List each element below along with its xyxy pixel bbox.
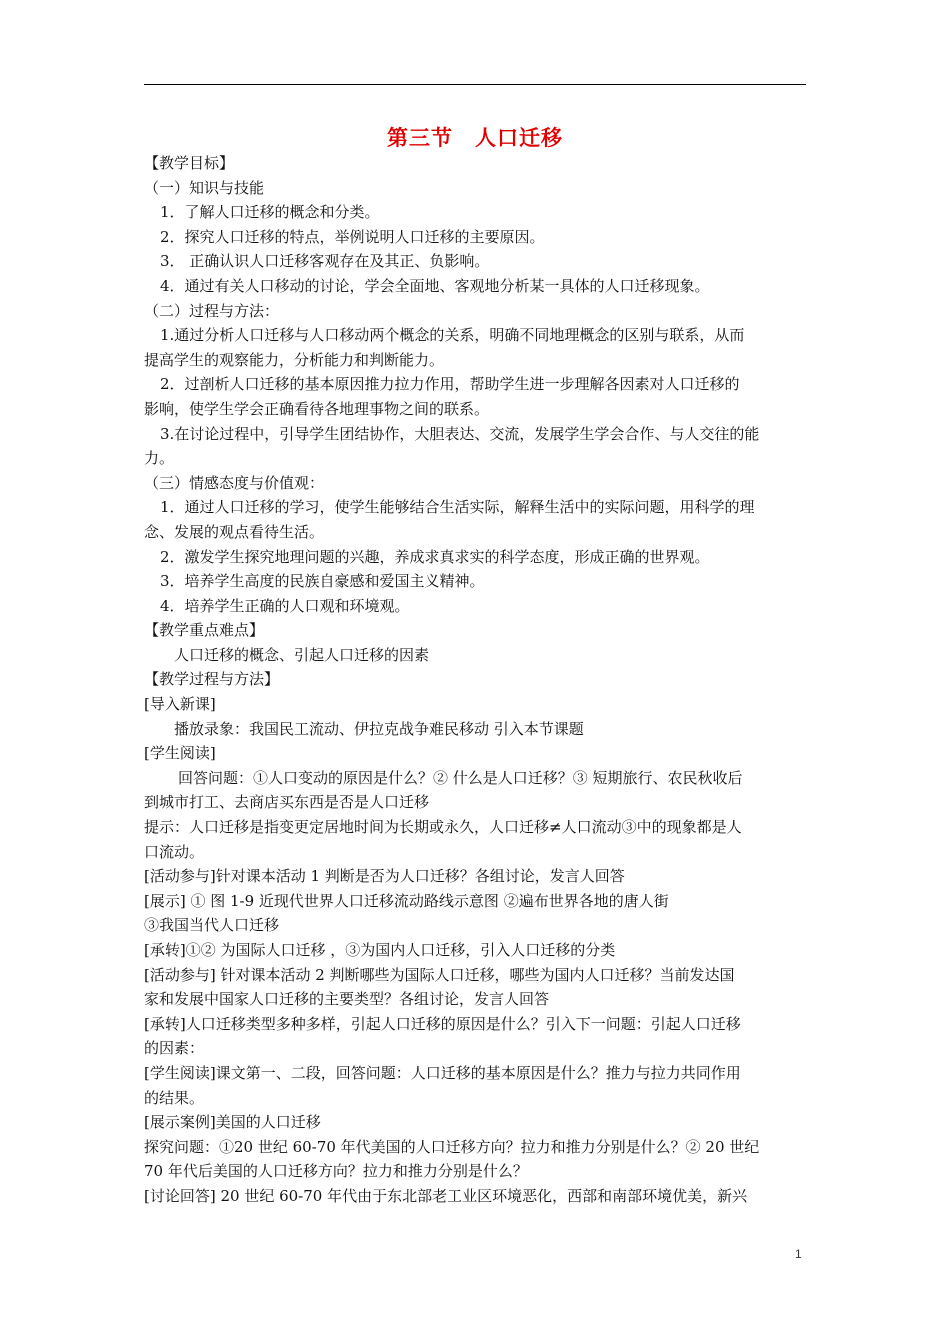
text-line: （二）过程与方法：	[144, 301, 280, 320]
text-line: [承转]人口迁移类型多种多样，引起人口迁移的原因是什么？引入下一问题：引起人口迁移	[144, 1014, 741, 1033]
text-line: [学生阅读]	[144, 744, 216, 763]
text-line: 3.在讨论过程中，引导学生团结协作，大胆表达、交流，发展学生学会合作、与人交往的能	[160, 424, 760, 443]
text-line: 播放录象：我国民工流动、伊拉克战争难民移动 引入本节课题	[174, 719, 584, 738]
text-line: 力。	[144, 449, 175, 468]
text-line: 念、发展的观点看待生活。	[144, 522, 325, 541]
text-line: 【教学目标】	[144, 154, 235, 172]
text-line: [学生阅读]课文第一、二段，回答问题：人口迁移的基本原因是什么？推力与拉力共同作用	[144, 1063, 741, 1082]
text-line: [讨论回答] 20 世纪 60-70 年代由于东北部老工业区环境恶化，西部和南部环境优美，新兴	[144, 1186, 748, 1205]
text-line: 2．激发学生探究地理问题的兴趣，养成求真求实的科学态度，形成正确的世界观。	[160, 547, 710, 566]
page-title	[144, 124, 806, 152]
text-line: ③我国当代人口迁移	[144, 916, 280, 935]
text-line: [承转]①② 为国际人口迁移 ，③为国内人口迁移，引入人口迁移的分类	[144, 941, 616, 959]
text-line: 影响，使学生学会正确看待各地理事物之间的联系。	[144, 399, 490, 418]
text-line: 70 年代后美国的人口迁移方向？拉力和推力分别是什么？	[144, 1162, 528, 1181]
page-number: 1	[795, 1247, 802, 1261]
text-line: 4．培养学生正确的人口观和环境观。	[160, 596, 410, 615]
text-line: [展示案例]美国的人口迁移	[144, 1113, 321, 1132]
text-line: 提高学生的观察能力，分析能力和判断能力。	[144, 350, 445, 369]
header-rule	[144, 84, 806, 85]
text-line: 的因素：	[144, 1039, 205, 1058]
text-line: [展示] ① 图 1-9 近现代世界人口迁移流动路线示意图 ②遍布世界各地的唐人街	[144, 891, 669, 910]
text-line: 探究问题：①20 世纪 60-70 年代美国的人口迁移方向？拉力和推力分别是什么？② 20 世纪	[144, 1137, 760, 1156]
text-line: 1.通过分析人口迁移与人口移动两个概念的关系，明确不同地理概念的区别与联系，从而	[160, 326, 745, 345]
text-line: 回答问题：①人口变动的原因是什么？② 什么是人口迁移？③ 短期旅行、农民秋收后	[178, 768, 743, 787]
text-line: （一）知识与技能	[144, 178, 265, 197]
text-line: [活动参与]针对课本活动 1 判断是否为人口迁移？各组讨论，发言人回答	[144, 867, 625, 886]
text-line: 【教学重点难点】	[144, 621, 265, 640]
text-line: 口流动。	[144, 842, 205, 861]
text-line: 1．通过人口迁移的学习，使学生能够结合生活实际，解释生活中的实际问题，用科学的理	[160, 498, 755, 517]
text-line: 1．了解人口迁移的概念和分类。	[160, 203, 380, 222]
text-line: 人口迁移的概念、引起人口迁移的因素	[174, 645, 430, 664]
text-line: 家和发展中国家人口迁移的主要类型？各组讨论，发言人回答	[144, 990, 550, 1009]
text-line: 的结果。	[144, 1088, 205, 1107]
text-line: （三）情感态度与价值观：	[144, 473, 325, 492]
text-line: 提示：人口迁移是指变更定居地时间为长期或永久，人口迁移≠人口流动③中的现象都是人	[144, 818, 742, 837]
text-line: [导入新课]	[144, 695, 216, 714]
text-line: 【教学过程与方法】	[144, 670, 280, 689]
text-line: 到城市打工、去商店买东西是否是人口迁移	[144, 793, 430, 812]
text-line: [活动参与] 针对课本活动 2 判断哪些为国际人口迁移，哪些为国内人口迁移？当前发达国	[144, 965, 735, 984]
text-line: 2．过剖析人口迁移的基本原因推力拉力作用，帮助学生进一步理解各因素对人口迁移的	[160, 375, 740, 394]
text-line: 2．探究人口迁移的特点，举例说明人口迁移的主要原因。	[160, 227, 545, 246]
text-line: 3． 正确认识人口迁移客观存在及其正、负影响。	[160, 252, 490, 271]
text-line: 3．培养学生高度的民族自豪感和爱国主义精神。	[160, 572, 485, 591]
title-topic: 人口迁移	[475, 125, 563, 150]
document-body	[144, 151, 808, 1209]
title-section: 第三节	[387, 125, 453, 150]
text-line: 4．通过有关人口移动的讨论，学会全面地、客观地分析某一具体的人口迁移现象。	[160, 276, 710, 295]
